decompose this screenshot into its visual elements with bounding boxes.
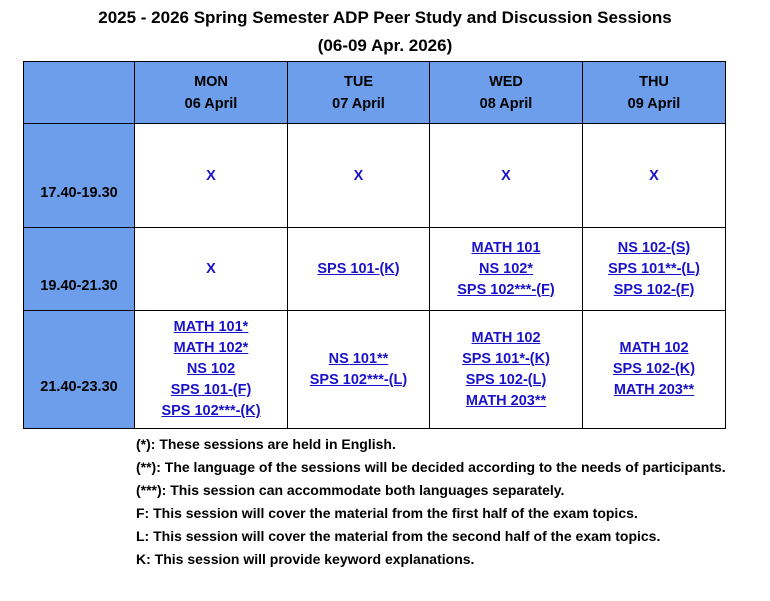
session-link[interactable]: SPS 102***-(L) bbox=[309, 371, 408, 388]
day-name: WED bbox=[489, 73, 523, 90]
session-link[interactable]: NS 102-(S) bbox=[617, 239, 691, 256]
schedule-table bbox=[23, 61, 726, 429]
corner-cell bbox=[24, 62, 135, 124]
legend-note: (**): The language of the sessions will be decided according to the needs of participants. bbox=[136, 459, 726, 475]
time-slot-cell bbox=[24, 311, 135, 429]
day-name: THU bbox=[639, 73, 669, 90]
session-link[interactable]: MATH 101 bbox=[471, 239, 541, 256]
time-slot-label: 17.40-19.30 bbox=[40, 184, 118, 201]
page-title: 2025 - 2026 Spring Semester ADP Peer Study and Discussion Sessions bbox=[98, 8, 672, 27]
time-slot-row bbox=[24, 311, 726, 429]
day-date: 06 April bbox=[184, 95, 238, 112]
session-link[interactable]: SPS 102-(K) bbox=[612, 361, 696, 377]
session-cell bbox=[135, 124, 288, 228]
legend-note: (*): These sessions are held in English. bbox=[136, 436, 396, 452]
session-cell bbox=[135, 228, 288, 311]
day-date: 07 April bbox=[332, 95, 385, 112]
session-cell bbox=[430, 228, 583, 311]
no-session-mark: X bbox=[206, 167, 216, 184]
day-header bbox=[583, 62, 726, 124]
day-header bbox=[288, 62, 430, 124]
session-link[interactable]: SPS 101-(F) bbox=[170, 382, 252, 398]
session-link[interactable]: MATH 102* bbox=[173, 340, 249, 356]
session-link[interactable]: SPS 102***-(F) bbox=[457, 281, 555, 298]
session-link[interactable]: NS 102* bbox=[478, 260, 533, 277]
session-cell bbox=[430, 311, 583, 429]
session-link[interactable]: MATH 102 bbox=[619, 340, 689, 356]
session-link[interactable]: SPS 102***-(K) bbox=[161, 403, 261, 419]
legend-note: L: This session will cover the material from the second half of the exam topics. bbox=[136, 528, 661, 544]
session-link[interactable]: MATH 203** bbox=[613, 382, 695, 398]
time-slot-label: 21.40-23.30 bbox=[40, 378, 118, 395]
day-header bbox=[135, 62, 288, 124]
time-slot-cell bbox=[24, 228, 135, 311]
session-cell bbox=[583, 311, 726, 429]
session-link[interactable]: SPS 101*-(K) bbox=[462, 350, 550, 367]
session-cell bbox=[430, 124, 583, 228]
session-cell bbox=[288, 228, 430, 311]
session-cell bbox=[583, 228, 726, 311]
legend-note: K: This session will provide keyword explanations. bbox=[136, 551, 475, 567]
no-session-mark: X bbox=[501, 167, 511, 184]
no-session-mark: X bbox=[649, 167, 659, 184]
date-range-subtitle: (06-09 Apr. 2026) bbox=[317, 36, 453, 55]
time-slot-row bbox=[24, 228, 726, 311]
session-link[interactable]: NS 101** bbox=[328, 350, 389, 367]
no-session-mark: X bbox=[353, 167, 364, 184]
day-date: 08 April bbox=[479, 95, 533, 112]
session-cell bbox=[583, 124, 726, 228]
session-link[interactable]: MATH 102 bbox=[471, 329, 541, 346]
time-slot-row bbox=[24, 124, 726, 228]
session-link[interactable]: MATH 101* bbox=[173, 319, 249, 335]
header-row bbox=[24, 62, 726, 124]
session-link[interactable]: SPS 102-(F) bbox=[613, 281, 695, 298]
legend-note: (***): This session can accommodate both languages separately. bbox=[136, 482, 565, 498]
no-session-mark: X bbox=[206, 261, 216, 277]
time-slot-cell bbox=[24, 124, 135, 228]
day-header bbox=[430, 62, 583, 124]
session-cell bbox=[288, 311, 430, 429]
time-slot-label: 19.40-21.30 bbox=[40, 278, 118, 294]
session-link[interactable]: SPS 101**-(L) bbox=[608, 260, 700, 277]
day-name: MON bbox=[194, 73, 228, 90]
session-link[interactable]: SPS 102-(L) bbox=[465, 371, 547, 388]
session-link[interactable]: NS 102 bbox=[186, 361, 236, 377]
session-link[interactable]: SPS 101-(K) bbox=[317, 260, 400, 277]
day-name: TUE bbox=[344, 73, 373, 90]
session-cell bbox=[135, 311, 288, 429]
legend-notes bbox=[136, 433, 756, 571]
session-link[interactable]: MATH 203** bbox=[465, 392, 547, 409]
session-cell bbox=[288, 124, 430, 228]
legend-note: F: This session will cover the material from the first half of the exam topics. bbox=[136, 505, 638, 521]
day-date: 09 April bbox=[627, 95, 681, 112]
